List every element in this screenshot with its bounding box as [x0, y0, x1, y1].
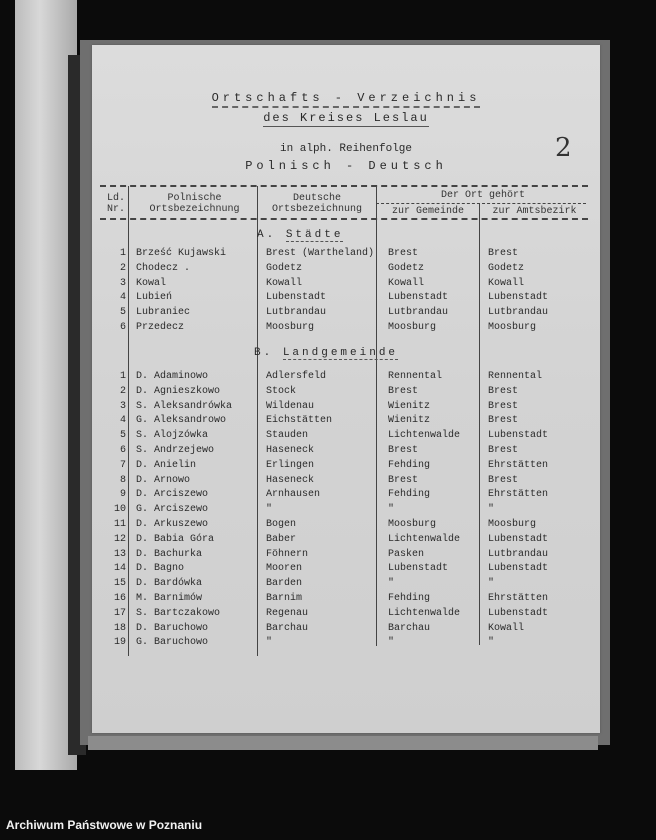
row-number: 4 [119, 415, 126, 427]
municipality: Barchau [388, 622, 431, 634]
municipality: Lubenstadt [388, 563, 449, 575]
section-b-heading: B. Landgemeinde [254, 347, 399, 359]
polish-name: G. Aleksandrowo [136, 415, 227, 427]
german-name: Arnhausen [266, 489, 321, 501]
municipality: Lutbrandau [388, 307, 449, 319]
municipality: Lichtenwalde [388, 607, 461, 619]
district: " [488, 504, 495, 516]
row-number: 3 [119, 400, 126, 412]
german-name: Brest (Wartheland) [266, 248, 375, 259]
polish-name: Przedecz [136, 322, 185, 333]
municipality: Kowall [388, 277, 425, 289]
district: Kowall [488, 277, 525, 289]
polish-name: D. Agnieszkowo [136, 385, 221, 397]
table-row [92, 307, 600, 321]
row-number: 4 [119, 292, 126, 304]
polish-name: G. Baruchowo [136, 637, 209, 649]
municipality: Brest [388, 248, 419, 259]
table-row [92, 386, 600, 400]
table-row [92, 460, 600, 474]
district: Brest [488, 385, 519, 397]
polish-name: M. Barnimów [136, 593, 203, 604]
polish-name: D. Bardówka [136, 578, 203, 590]
section-a-heading: A. Städte [257, 229, 344, 241]
table-row [92, 623, 600, 637]
municipality: Wienitz [388, 400, 431, 412]
district: Lubenstadt [488, 563, 549, 575]
municipality: Lichtenwalde [388, 430, 461, 442]
municipality: Brest [388, 474, 419, 486]
row-number: 18 [113, 622, 126, 634]
district: Brest [488, 400, 519, 412]
document-page [92, 45, 600, 733]
german-name: Haseneck [266, 474, 315, 486]
table-row [92, 637, 600, 651]
german-name: Kowall [266, 277, 303, 289]
table-row [92, 519, 600, 533]
header-belongs: Der Ort gehört [440, 190, 525, 201]
polish-name: D. Arciszewo [136, 489, 209, 501]
district: Lutbrandau [488, 307, 549, 319]
polish-name: D. Arkuszewo [136, 519, 209, 530]
table-row [92, 608, 600, 622]
row-number: 12 [113, 533, 126, 545]
table-row [92, 292, 600, 306]
row-number: 7 [119, 459, 126, 471]
archive-watermark: Archiwum Państwowe w Poznaniu [6, 818, 203, 832]
polish-name: D. Arnowo [136, 474, 191, 486]
municipality: Fehding [388, 593, 431, 604]
municipality: Godetz [388, 262, 425, 274]
municipality: " [388, 637, 395, 649]
row-number: 1 [119, 371, 126, 382]
handwritten-page-number: 2 [555, 133, 572, 163]
district: Moosburg [488, 519, 537, 530]
municipality: Fehding [388, 459, 431, 471]
row-number: 17 [113, 607, 126, 619]
document-language-note: Polnisch - Deutsch [245, 159, 447, 173]
table-row [92, 415, 600, 429]
document-subtitle: des Kreises Leslau [263, 111, 429, 125]
table-row [92, 563, 600, 577]
german-name: " [266, 637, 273, 649]
polish-name: D. Babia Góra [136, 533, 215, 545]
german-name: Eichstätten [266, 415, 333, 427]
district: Lubenstadt [488, 430, 549, 442]
table-row [92, 430, 600, 444]
table-row [92, 489, 600, 503]
district: Ehrstätten [488, 593, 549, 604]
table-row [92, 248, 600, 262]
district: " [488, 578, 495, 590]
header-municipality: zur Gemeinde [391, 206, 464, 217]
polish-name: S. Andrzejewo [136, 445, 215, 456]
row-number: 6 [119, 445, 126, 456]
german-name: Lubenstadt [266, 292, 327, 304]
table-row [92, 578, 600, 592]
municipality: Fehding [388, 489, 431, 501]
municipality: Brest [388, 445, 419, 456]
german-name: Barden [266, 578, 303, 590]
row-number: 15 [113, 578, 126, 590]
row-number: 8 [119, 474, 126, 486]
german-name: Föhnern [266, 548, 309, 560]
polish-name: Lubień [136, 292, 173, 304]
district: Moosburg [488, 322, 537, 333]
header-belongs-rule [376, 203, 586, 204]
underlying-sheet-edge [88, 736, 598, 750]
row-number: 14 [113, 563, 126, 575]
header-top-rule [100, 185, 588, 187]
polish-name: S. Aleksandrówka [136, 400, 233, 412]
table-row [92, 401, 600, 415]
german-name: Baber [266, 533, 297, 545]
district: Brest [488, 415, 519, 427]
row-number: 10 [113, 504, 126, 516]
row-number: 3 [119, 277, 126, 289]
polish-name: S. Alojzówka [136, 430, 209, 442]
polish-name: Brześć Kujawski [136, 248, 227, 259]
district: Lubenstadt [488, 292, 549, 304]
polish-name: Kowal [136, 277, 167, 289]
polish-name: D. Bagno [136, 563, 185, 575]
table-row [92, 445, 600, 459]
district: Lutbrandau [488, 548, 549, 560]
german-name: Erlingen [266, 459, 315, 471]
german-name: Regenau [266, 607, 309, 619]
table-row [92, 263, 600, 277]
district: Ehrstätten [488, 459, 549, 471]
header-german: Deutsche Ortsbezeichnung [271, 193, 362, 215]
municipality: " [388, 504, 395, 516]
district: Lubenstadt [488, 607, 549, 619]
municipality: Moosburg [388, 519, 437, 530]
header-district: zur Amtsbezirk [492, 206, 577, 217]
district: Brest [488, 474, 519, 486]
district: " [488, 637, 495, 649]
district: Lubenstadt [488, 533, 549, 545]
row-number: 5 [119, 430, 126, 442]
polish-name: Chodecz . [136, 262, 191, 274]
polish-name: G. Arciszewo [136, 504, 209, 516]
row-number: 19 [113, 637, 126, 649]
german-name: " [266, 504, 273, 516]
municipality: Lichtenwalde [388, 533, 461, 545]
district: Rennental [488, 371, 543, 382]
polish-name: D. Baruchowo [136, 622, 209, 634]
german-name: Barnim [266, 593, 303, 604]
district: Brest [488, 445, 519, 456]
row-number: 9 [119, 489, 126, 501]
german-name: Lutbrandau [266, 307, 327, 319]
table-row [92, 371, 600, 385]
table-row [92, 549, 600, 563]
german-name: Moosburg [266, 322, 315, 333]
municipality: Brest [388, 385, 419, 397]
german-name: Adlersfeld [266, 371, 327, 382]
district: Brest [488, 248, 519, 259]
german-name: Barchau [266, 622, 309, 634]
header-no: Ld. Nr. [106, 193, 125, 215]
municipality: " [388, 578, 395, 590]
german-name: Bogen [266, 519, 297, 530]
header-bottom-rule [100, 218, 588, 220]
municipality: Pasken [388, 548, 425, 560]
german-name: Stock [266, 385, 297, 397]
table-row [92, 593, 600, 607]
row-number: 2 [119, 262, 126, 274]
polish-name: D. Adaminowo [136, 371, 209, 382]
table-row [92, 534, 600, 548]
german-name: Haseneck [266, 445, 315, 456]
document-title: Ortschafts - Verzeichnis [92, 91, 600, 105]
municipality: Rennental [388, 371, 443, 382]
district: Kowall [488, 622, 525, 634]
district: Godetz [488, 262, 525, 274]
german-name: Wildenau [266, 400, 315, 412]
district: Ehrstätten [488, 489, 549, 501]
polish-name: D. Anielin [136, 459, 197, 471]
header-polish: Polnische Ortsbezeichnung [149, 193, 240, 215]
row-number: 6 [119, 322, 126, 333]
table-row [92, 504, 600, 518]
german-name: Mooren [266, 563, 303, 575]
table-row [92, 278, 600, 292]
document-order-note: in alph. Reihenfolge [279, 143, 413, 155]
german-name: Godetz [266, 262, 303, 274]
polish-name: Lubraniec [136, 307, 191, 319]
row-number: 2 [119, 385, 126, 397]
row-number: 13 [113, 548, 126, 560]
german-name: Stauden [266, 430, 309, 442]
municipality: Moosburg [388, 322, 437, 333]
table-row [92, 322, 600, 336]
municipality: Wienitz [388, 415, 431, 427]
row-number: 11 [113, 519, 126, 530]
municipality: Lubenstadt [388, 292, 449, 304]
polish-name: S. Bartczakowo [136, 607, 221, 619]
table-row [92, 475, 600, 489]
polish-name: D. Bachurka [136, 548, 203, 560]
row-number: 16 [113, 593, 126, 604]
row-number: 1 [119, 248, 126, 259]
row-number: 5 [119, 307, 126, 319]
